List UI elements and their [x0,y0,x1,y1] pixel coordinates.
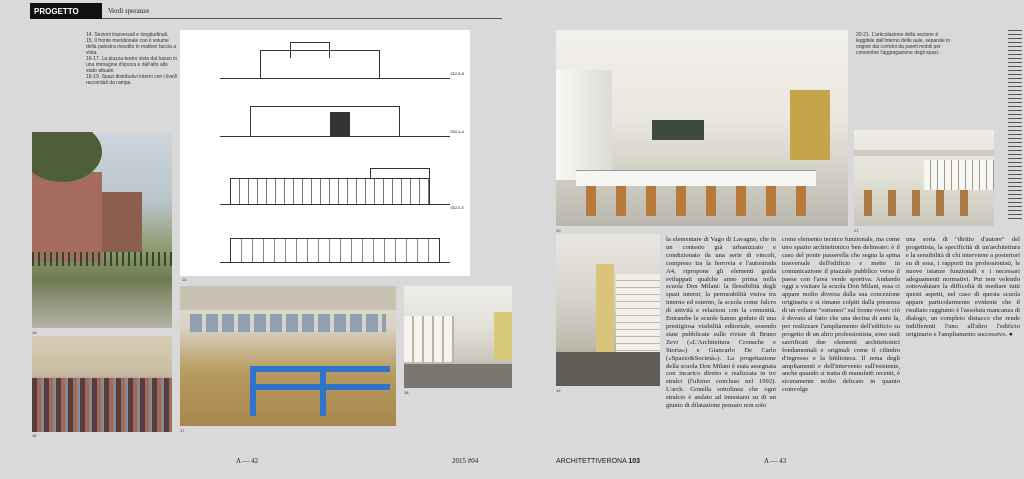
figure-number-18: 18 [404,390,409,395]
text-column-3: una sorta di "diritto d'autore" del progettista, la specificità di un'architettura e la sensibilità di chi interviene a posteriori su di essa, i rapporti tra professionisti, le nuove istanze funzionali e i necessari adeguamenti normativi. Pur non volendo sottovalutare la difficoltà di mediare tutti questi aspetti, nel caso di questa scuola appare particolarmente evidente che il risultato raggiunto è l'assoluta mancanza di dialogo, un completo distacco che rende indifferenti l'uno all'altro l'edificio originario e l'ampliamento successivo. ● [906,236,1020,338]
section-drawing-4 [220,228,450,268]
section-tab: PROGETTO [30,3,102,19]
drawing-sections [180,30,470,282]
photo-historic-crowd [32,336,172,432]
section-label-a: SEZ.A-A [450,130,464,134]
caption-14: 14. Sezioni trasversali e longitudinali. [86,32,169,38]
body-column-a: la elementare di Vago di Lavagno, che in un contesto già urbanizzato e condizionato da una serie di vincoli, compreso tra la ferrovia e l'autostrada A4, ripropone gli elementi guida sviluppati qualche anno prima nella scuola Don Milani: la flessibilità degli spazi interni, la permeabilità visiva tra interno ed esterno, la scuola come fulcro di attività e relazioni con la comunità. Entrambe le scuole hanno goduto di una prestigiosa visibilità editoriale, essendo state pubblicate sulle riviste di Bruno Zevi («L'Architettura Cronache e Storia») e Giancarlo De Carlo («Spazio&Società»). La progettazione della scuola Don Milani è stata assegnata con incarico diretto e realizzata in tre stralci (l'ultimo concluso nel 1992). L'arch. Gonella sottolinea che ogni stralcio è andato ad innestarsi su di un giunto di dilatazione pensato non solo [666,236,776,410]
figure-number-15: 15 [32,330,37,335]
caption-18-19: 18-19. Spazi distributivi interni con i livelli raccordati da rampa. [86,74,177,86]
folio-left: A — 42 [236,457,259,465]
section-label-e: SEZ.E-E [450,206,464,210]
section-drawing-3 [220,160,464,210]
section-drawing-2 [220,100,464,140]
magazine-title: ARCHITETTIVERONA [556,458,627,465]
section-drawing-1 [220,42,464,82]
section-label-b: SEZ.B-B [450,72,464,76]
photo-classroom-21 [854,130,994,226]
issue-date: 2015 #04 [452,457,479,465]
figure-number-16: 16 [32,433,37,438]
folio-right: A — 43 [764,457,787,465]
photo-piazza-teatro [180,286,396,426]
photo-classroom-20 [556,30,848,226]
body-column-b: come elemento tecnico funzionale, ma come uno spazio architettonico ben delineato: è il caso del ponte passerella che segna la spina trasversale dell'edificio e mette in comunicazione il piazzale pubblico verso il paese con l'area verde sportiva. Andando oggi a visitare la scuola Don Milani, essa ci appare molto diversa dalla sua concezione originaria e si rimane colpiti dalla presenza di un volume "estraneo" sul fronte ovest: ciò è dovuto al fatto che una decina di anni fa, per realizzare l'ampliamento dell'edificio su progetto di un altro professionista, sono stati sacrificati due elementi architettonici fondamentali e originali come il cilindro d'ingresso e la biblioteca. Il tema degli ampliamenti e dell'intervento sull'esistente, anche quando si tratta di manufatti recenti, è sicuramente molto delicato in quanto coinvolge [782,236,900,394]
captions-left [86,32,178,86]
photo-interior-ramp-19 [556,234,660,386]
caption-16-17: 16-17. La piazza-teatro vista dal basso in una immagine d'epoca e dall'alto allo stato attuale. [86,56,178,74]
section-subtitle: Verdi speranze [108,7,150,15]
caption-15: 15. Il fronte meridionale con il volume della palestra rivestito in mattoni faccia a vista. [86,38,177,56]
header-rule [102,18,502,19]
magazine-page-number: 103 [628,458,641,465]
figure-number-20: 20 [556,228,561,233]
photo-school-facade [32,132,172,328]
figure-number-14: 14 [182,277,187,282]
caption-20-21: 20-21. L'articolazione della sezione è leggibile dall'interno delle aule, separate in origine dai corridoi da pareti mobili per consentire l'aggregazione degli spazi. [856,32,951,56]
edge-tick-marks [1008,30,1022,430]
figure-number-19: 19 [556,388,561,393]
figure-number-17: 17 [180,428,185,433]
magazine-name [556,458,640,465]
figure-number-21: 21 [854,228,859,233]
